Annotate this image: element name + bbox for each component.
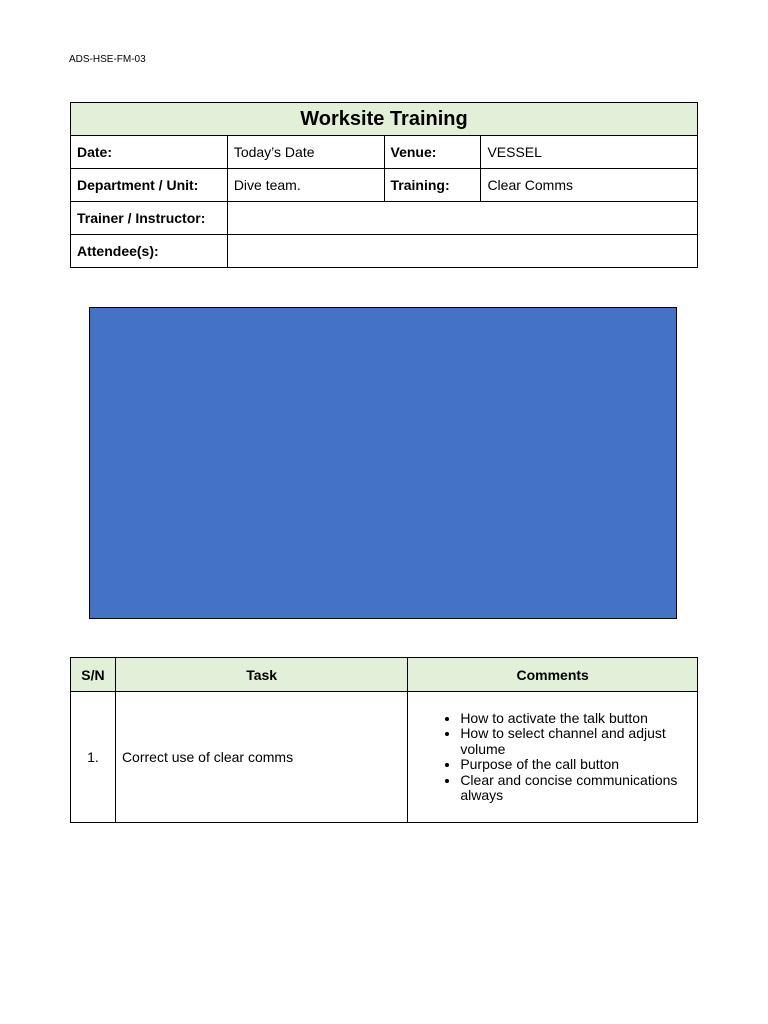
row-comments xyxy=(408,692,698,823)
sn-column-header: S/N xyxy=(71,658,116,692)
venue-label: Venue: xyxy=(384,136,481,169)
training-label: Training: xyxy=(384,169,481,202)
attendees-label: Attendee(s): xyxy=(71,235,228,268)
form-title: Worksite Training xyxy=(71,103,698,136)
image-placeholder xyxy=(89,307,677,619)
trainer-field[interactable] xyxy=(227,202,697,235)
comments-column-header: Comments xyxy=(408,658,698,692)
department-field[interactable]: Dive team. xyxy=(227,169,384,202)
list-item: • Purpose of the call button xyxy=(460,757,689,773)
date-field[interactable]: Today’s Date xyxy=(227,136,384,169)
task-table xyxy=(70,657,698,823)
list-item: • How to select channel and adjust volume xyxy=(460,726,689,757)
comments-list xyxy=(408,711,689,804)
row-serial-number: 1. xyxy=(71,692,116,823)
task-column-header: Task xyxy=(115,658,407,692)
training-field[interactable]: Clear Comms xyxy=(481,169,698,202)
training-info-table xyxy=(70,102,698,268)
venue-field[interactable]: VESSEL xyxy=(481,136,698,169)
table-row xyxy=(71,692,698,823)
list-item: • Clear and concise communications always xyxy=(460,773,689,804)
date-label: Date: xyxy=(71,136,228,169)
row-task: Correct use of clear comms xyxy=(115,692,407,823)
attendees-field[interactable] xyxy=(227,235,697,268)
document-code: ADS-HSE-FM-03 xyxy=(69,54,146,65)
trainer-label: Trainer / Instructor: xyxy=(71,202,228,235)
department-label: Department / Unit: xyxy=(71,169,228,202)
list-item: • How to activate the talk button xyxy=(460,711,689,727)
